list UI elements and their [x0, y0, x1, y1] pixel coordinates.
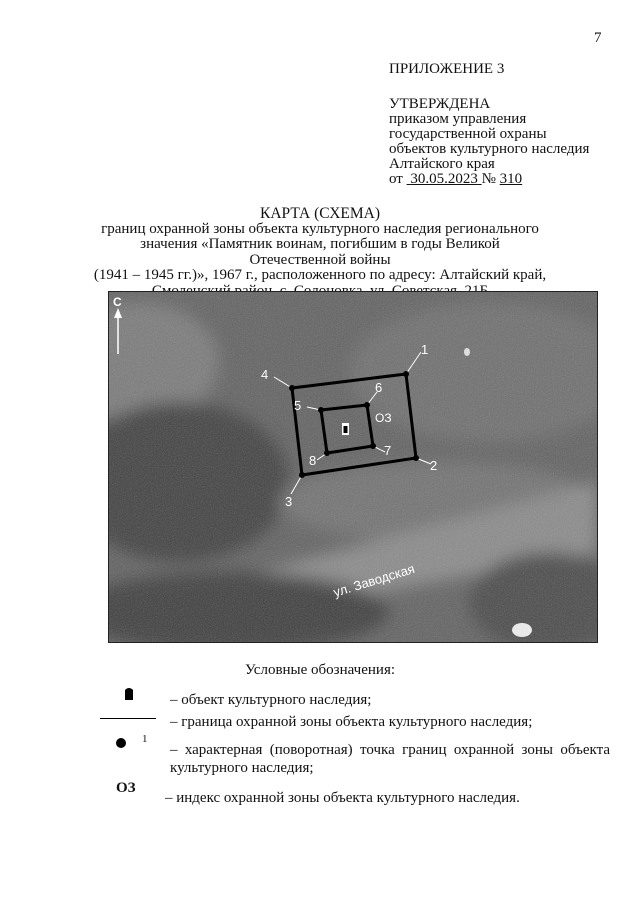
legend-object-text: – объект культурного наследия;	[170, 692, 372, 708]
title-line-3: (1941 – 1945 гг.)», 1967 г., расположенного по адресу: Алтайский край,	[93, 267, 547, 283]
point-label-6: 6	[375, 380, 383, 395]
legend-boundary-text: – граница охранной зоны объекта культурного наследия;	[170, 714, 533, 730]
appendix-label: ПРИЛОЖЕНИЕ 3	[389, 61, 505, 77]
approval-line-1: приказом управления	[389, 111, 527, 127]
point-label-7: 7	[384, 443, 392, 458]
point-label-4: 4	[261, 367, 269, 382]
page-number: 7	[594, 30, 602, 46]
zone-label: ОЗ	[375, 411, 392, 425]
legend-point-text-2: культурного наследия;	[170, 760, 314, 776]
approval-line-3: объектов культурного наследия	[389, 141, 590, 157]
point-label-5: 5	[294, 398, 302, 413]
point-label-2: 2	[430, 458, 438, 473]
approval-number: 310	[499, 171, 523, 187]
point-label-8: 8	[309, 453, 317, 468]
approval-line-4: Алтайского края	[389, 156, 495, 172]
map-image	[108, 291, 598, 643]
street-label: ул. Заводская	[331, 560, 417, 600]
approval-date: 30.05.2023	[410, 171, 478, 187]
approved-label: УТВЕРЖДЕНА	[389, 96, 491, 112]
approval-line-2: государственной охраны	[389, 126, 547, 142]
turning-point-icon	[116, 738, 126, 748]
date-prefix: от	[389, 171, 403, 187]
heritage-object-icon	[122, 686, 136, 700]
point-label-3: 3	[285, 494, 293, 509]
legend-zone-index-text: – индекс охранной зоны объекта культурного наследия.	[165, 790, 520, 806]
approval-date-line	[389, 172, 589, 187]
document-title	[90, 206, 550, 299]
title-heading: КАРТА (СХЕМА)	[259, 205, 380, 222]
light-spot	[464, 348, 470, 356]
title-line-1: границ охранной зоны объекта культурного наследия регионального	[101, 220, 539, 237]
point-label-1: 1	[421, 342, 429, 357]
legend-title: Условные обозначения:	[244, 662, 396, 678]
title-line-2: значения «Памятник воинам, погибшим в годы Великой Отечественной войны	[140, 236, 500, 268]
legend-point-text-1: – характерная (поворотная) точка границ охранной зоны объекта	[170, 742, 610, 758]
light-spot	[512, 623, 532, 637]
number-prefix: №	[481, 171, 496, 187]
approval-stamp	[389, 62, 589, 187]
zone-index-symbol: ОЗ	[116, 780, 136, 796]
turning-point-number: 1	[142, 733, 148, 745]
heritage-object-marker	[342, 423, 349, 435]
boundary-line-symbol	[100, 718, 156, 719]
north-label: С	[113, 295, 122, 309]
